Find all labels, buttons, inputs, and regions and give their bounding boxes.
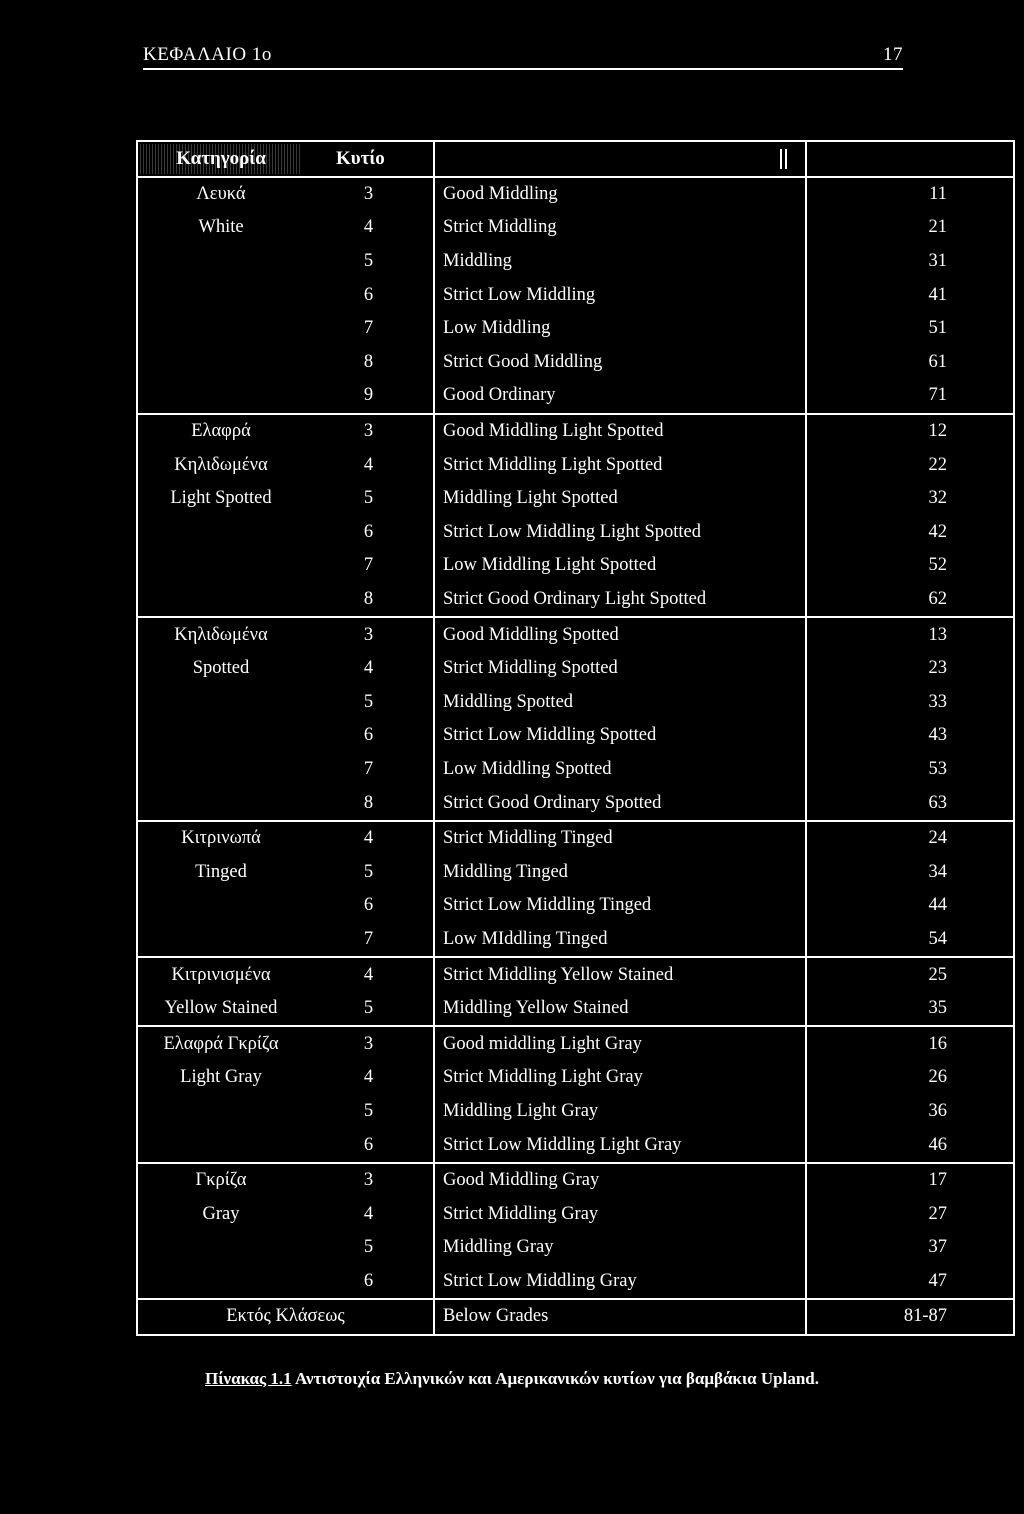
table-row <box>137 1026 1014 1061</box>
box-cell: 8 <box>304 786 434 821</box>
grade-cell: Strict Good Ordinary Light Spotted <box>434 583 806 618</box>
code-cell: 54 <box>806 923 1014 958</box>
category-cell: Light Spotted <box>137 482 304 516</box>
table-header-row <box>137 141 1014 177</box>
grade-cell: Strict Middling Gray <box>434 1197 806 1231</box>
table-row <box>137 414 1014 449</box>
code-cell: 21 <box>806 211 1014 245</box>
code-cell: 42 <box>806 516 1014 550</box>
grade-cell: Strict Low Middling Light Spotted <box>434 516 806 550</box>
category-cell: Ελαφρά <box>137 414 304 449</box>
code-cell: 52 <box>806 549 1014 583</box>
table-row <box>137 957 1014 992</box>
grade-cell: Middling Yellow Stained <box>434 992 806 1027</box>
category-cell: Κηλιδωμένα <box>137 448 304 482</box>
table-row <box>137 379 1014 414</box>
code-cell: 11 <box>806 177 1014 212</box>
page-header <box>143 44 903 70</box>
box-cell: 7 <box>363 758 374 779</box>
grade-cell: Good middling Light Gray <box>434 1026 806 1061</box>
category-cell: Yellow Stained <box>137 992 304 1027</box>
category-cell <box>137 278 304 312</box>
grade-cell: Strict Low Middling Light Gray <box>434 1128 806 1163</box>
cotton-grades-table <box>136 140 1015 1336</box>
code-cell: 34 <box>806 855 1014 889</box>
category-cell <box>137 889 304 923</box>
table-row <box>137 652 1014 686</box>
category-cell <box>137 1128 304 1163</box>
category-cell: White <box>137 211 304 245</box>
table-row <box>137 312 1014 346</box>
table-row <box>137 346 1014 380</box>
box-cell: 5 <box>363 488 374 509</box>
code-cell: 35 <box>806 992 1014 1027</box>
category-cell <box>137 346 304 380</box>
table-row <box>137 992 1014 1027</box>
box-cell: 7 <box>304 923 434 958</box>
table-caption <box>0 1369 1024 1389</box>
box-cell: 4 <box>304 821 434 856</box>
grade-cell: Strict Middling Light Gray <box>434 1061 806 1095</box>
code-cell: 31 <box>806 245 1014 279</box>
grade-cell: Strict Middling Spotted <box>434 652 806 686</box>
grade-cell: Strict Low Middling Tinged <box>434 889 806 923</box>
category-cell: Κιτρινισμένα <box>137 957 304 992</box>
grade-cell: Strict Good Ordinary Spotted <box>434 786 806 821</box>
code-cell: 24 <box>806 821 1014 856</box>
caption-label: Πίνακας 1.1 <box>205 1369 292 1388</box>
category-cell <box>137 583 304 618</box>
category-cell <box>137 549 304 583</box>
grade-cell: Low Middling Spotted <box>434 753 806 787</box>
column-header-box: Κυτίο <box>304 141 434 177</box>
code-cell: 32 <box>806 482 1014 516</box>
category-cell <box>137 1095 304 1129</box>
grade-cell: Middling Light Spotted <box>434 482 806 516</box>
code-cell: 23 <box>806 652 1014 686</box>
box-cell: 9 <box>304 379 434 414</box>
box-cell: 7 <box>363 318 374 339</box>
header-marks <box>443 149 805 169</box>
column-header-code <box>806 141 1014 177</box>
table-row <box>137 245 1014 279</box>
grade-cell: Strict Low Middling <box>434 278 806 312</box>
box-cell: 4 <box>363 1203 374 1224</box>
category-cell: Κιτρινωπά <box>137 821 304 856</box>
box-cell: 6 <box>304 1128 434 1163</box>
box-cell: 4 <box>363 658 374 679</box>
table-row <box>137 855 1014 889</box>
grade-cell: Strict Low Middling Spotted <box>434 719 806 753</box>
box-cell: 4 <box>363 454 374 475</box>
category-cell: Λευκά <box>137 177 304 212</box>
box-cell: 5 <box>363 861 374 882</box>
box-cell: 8 <box>363 351 374 372</box>
grade-cell: Strict Good Middling <box>434 346 806 380</box>
code-cell: 12 <box>806 414 1014 449</box>
box-cell: 8 <box>304 583 434 618</box>
table-row <box>137 1231 1014 1265</box>
grade-cell: Below Grades <box>434 1299 806 1335</box>
box-cell: 6 <box>363 895 374 916</box>
table-row <box>137 753 1014 787</box>
code-cell: 81-87 <box>806 1299 1014 1335</box>
category-cell: Light Gray <box>137 1061 304 1095</box>
code-cell: 13 <box>806 617 1014 652</box>
table-row <box>137 1061 1014 1095</box>
table-row <box>137 889 1014 923</box>
box-cell: 7 <box>363 555 374 576</box>
code-cell: 47 <box>806 1265 1014 1300</box>
grade-cell: Good Middling Light Spotted <box>434 414 806 449</box>
grade-cell: Strict Low Middling Gray <box>434 1265 806 1300</box>
category-cell: Ελαφρά Γκρίζα <box>137 1026 304 1061</box>
table-row <box>137 1128 1014 1163</box>
category-cell <box>137 719 304 753</box>
code-cell: 43 <box>806 719 1014 753</box>
code-cell: 27 <box>806 1197 1014 1231</box>
table-row-below-grades <box>137 1299 1014 1335</box>
code-cell: 71 <box>806 379 1014 414</box>
box-cell: 3 <box>304 1163 434 1198</box>
table-row <box>137 516 1014 550</box>
grade-cell: Middling Light Gray <box>434 1095 806 1129</box>
category-cell <box>137 786 304 821</box>
code-cell: 33 <box>806 686 1014 720</box>
column-header-category-label: Κατηγορία <box>176 147 266 169</box>
code-cell: 44 <box>806 889 1014 923</box>
category-cell <box>137 1231 304 1265</box>
table-row <box>137 177 1014 212</box>
code-cell: 62 <box>806 583 1014 618</box>
category-cell: Tinged <box>137 855 304 889</box>
category-cell: Gray <box>137 1197 304 1231</box>
grade-cell: Low MIddling Tinged <box>434 923 806 958</box>
code-cell: 37 <box>806 1231 1014 1265</box>
table-row <box>137 448 1014 482</box>
table-row <box>137 583 1014 618</box>
table-row <box>137 821 1014 856</box>
caption-text: Αντιστοιχία Ελληνικών και Αμερικανικών κυτίων για βαμβάκια Upland. <box>291 1369 819 1388</box>
box-cell: 5 <box>363 691 374 712</box>
table-row <box>137 1265 1014 1300</box>
grade-cell: Strict Middling Yellow Stained <box>434 957 806 992</box>
table-row <box>137 211 1014 245</box>
table-row <box>137 617 1014 652</box>
box-cell: 3 <box>304 414 434 449</box>
table-row <box>137 549 1014 583</box>
box-cell: 4 <box>363 1067 374 1088</box>
box-cell: 5 <box>304 992 434 1027</box>
table-row <box>137 482 1014 516</box>
box-cell: 3 <box>304 1026 434 1061</box>
category-cell: Εκτός Κλάσεως <box>137 1299 434 1335</box>
box-cell: 6 <box>363 284 374 305</box>
grade-cell: Low Middling Light Spotted <box>434 549 806 583</box>
table-row <box>137 923 1014 958</box>
code-cell: 63 <box>806 786 1014 821</box>
grade-cell: Good Middling Gray <box>434 1163 806 1198</box>
code-cell: 46 <box>806 1128 1014 1163</box>
category-cell <box>137 923 304 958</box>
code-cell: 53 <box>806 753 1014 787</box>
grade-cell: Middling Tinged <box>434 855 806 889</box>
table-row <box>137 786 1014 821</box>
category-cell <box>137 245 304 279</box>
grade-cell: Strict Middling Tinged <box>434 821 806 856</box>
box-cell: 5 <box>363 1237 374 1258</box>
grade-cell: Middling <box>434 245 806 279</box>
grade-cell: Low Middling <box>434 312 806 346</box>
box-cell: 3 <box>304 177 434 212</box>
grade-cell: Middling Gray <box>434 1231 806 1265</box>
category-cell: Γκρίζα <box>137 1163 304 1198</box>
chapter-title: ΚΕΦΑΛΑΙΟ 1ο <box>143 44 272 65</box>
box-cell: 5 <box>363 251 374 272</box>
grade-cell: Good Middling Spotted <box>434 617 806 652</box>
grade-cell: Good Ordinary <box>434 379 806 414</box>
table-row <box>137 686 1014 720</box>
category-cell <box>137 379 304 414</box>
table-row <box>137 278 1014 312</box>
grade-cell: Middling Spotted <box>434 686 806 720</box>
category-cell <box>137 312 304 346</box>
table-row <box>137 1197 1014 1231</box>
column-header-category <box>137 141 304 177</box>
page-number: 17 <box>883 44 903 65</box>
box-cell: 6 <box>304 1265 434 1300</box>
table-row <box>137 1095 1014 1129</box>
table-row <box>137 1163 1014 1198</box>
table-body <box>137 177 1014 1335</box>
code-cell: 25 <box>806 957 1014 992</box>
column-header-grade <box>434 141 806 177</box>
code-cell: 17 <box>806 1163 1014 1198</box>
code-cell: 51 <box>806 312 1014 346</box>
category-cell: Spotted <box>137 652 304 686</box>
box-cell: 3 <box>304 617 434 652</box>
grade-cell: Strict Middling <box>434 211 806 245</box>
category-cell <box>137 686 304 720</box>
code-cell: 41 <box>806 278 1014 312</box>
code-cell: 22 <box>806 448 1014 482</box>
code-cell: 16 <box>806 1026 1014 1061</box>
grade-cell: Strict Middling Light Spotted <box>434 448 806 482</box>
table-row <box>137 719 1014 753</box>
category-cell <box>137 753 304 787</box>
box-cell: 5 <box>363 1100 374 1121</box>
category-cell: Κηλιδωμένα <box>137 617 304 652</box>
code-cell: 36 <box>806 1095 1014 1129</box>
category-cell <box>137 1265 304 1300</box>
code-cell: 26 <box>806 1061 1014 1095</box>
grade-cell: Good Middling <box>434 177 806 212</box>
box-cell: 6 <box>363 725 374 746</box>
box-cell: 4 <box>363 217 374 238</box>
code-cell: 61 <box>806 346 1014 380</box>
category-cell <box>137 516 304 550</box>
box-cell: 4 <box>304 957 434 992</box>
box-cell: 6 <box>363 521 374 542</box>
